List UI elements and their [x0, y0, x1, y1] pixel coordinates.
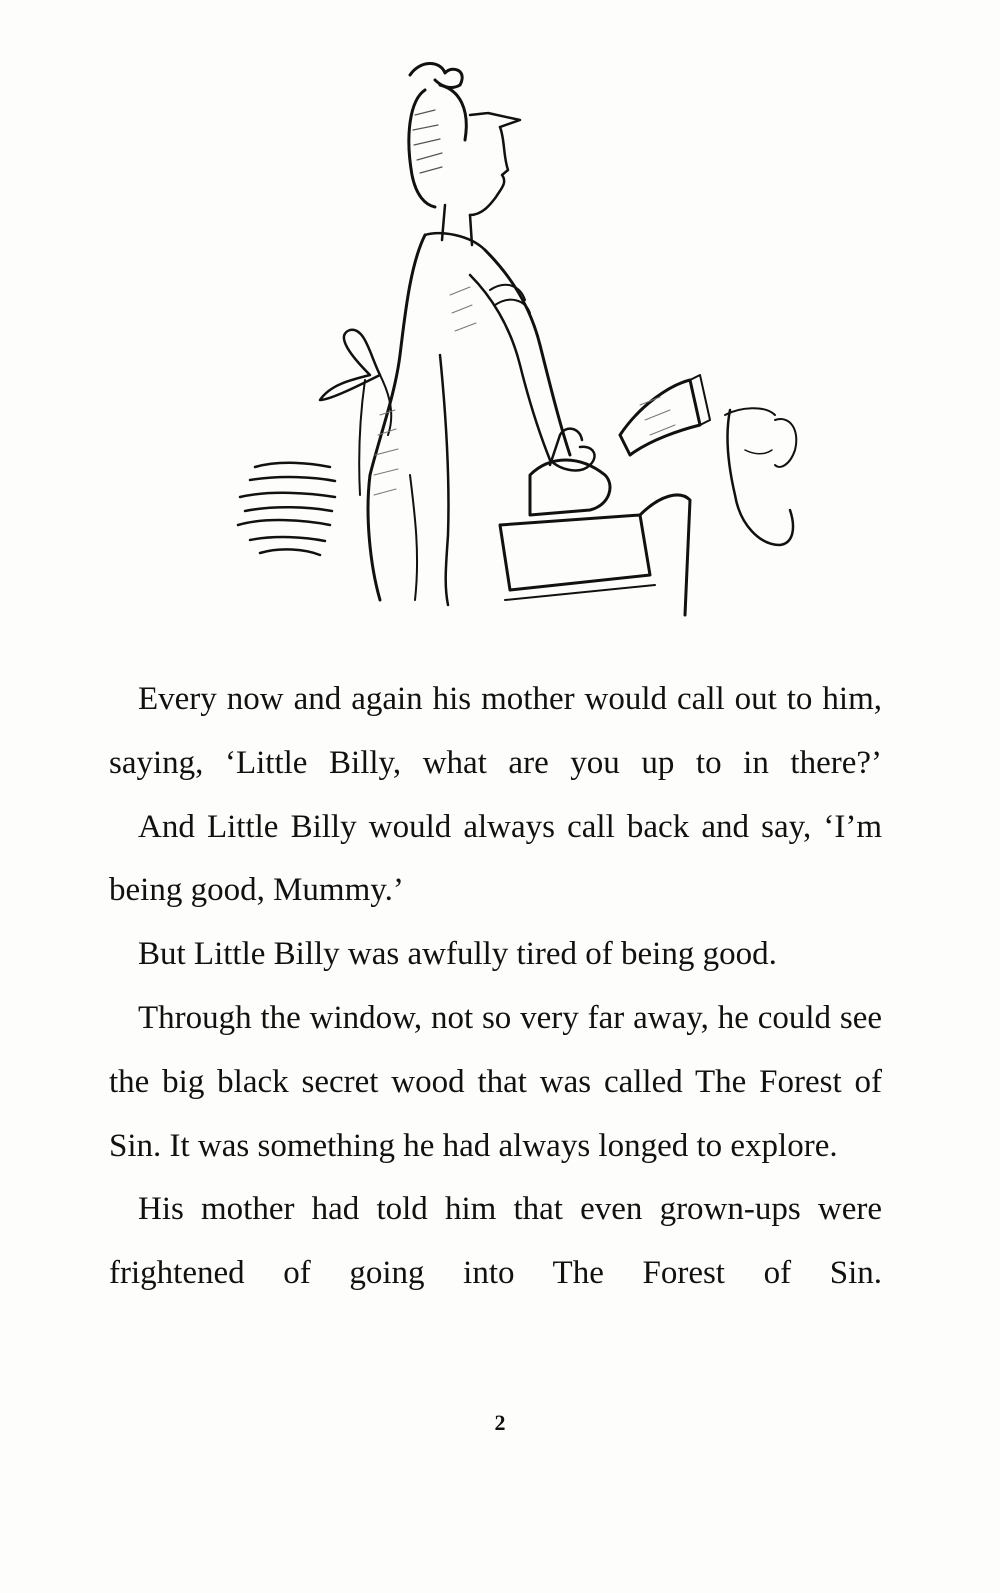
woman-ironing-illustration: [220, 55, 810, 640]
paragraph-4: Through the window, not so very far away, he could see the big black secret wood that was called The Forest of Sin. It was something he had always longed to explore.: [109, 999, 882, 1164]
page-number: 2: [494, 1410, 506, 1435]
paragraph-2: And Little Billy would always call back and say, ‘I’m being good, Mummy.’: [109, 808, 882, 909]
story-text: [109, 668, 882, 1306]
paragraph-1: Every now and again his mother would call out to him, saying, ‘Little Billy, what are you up to in there?’: [109, 681, 882, 781]
paragraph-5: His mother had told him that even grown-ups were frightened of going into The Forest of Sin.: [109, 1191, 882, 1292]
paragraph-3: But Little Billy was awfully tired of being good.: [138, 936, 777, 973]
woman-ironing-icon: [220, 55, 810, 640]
